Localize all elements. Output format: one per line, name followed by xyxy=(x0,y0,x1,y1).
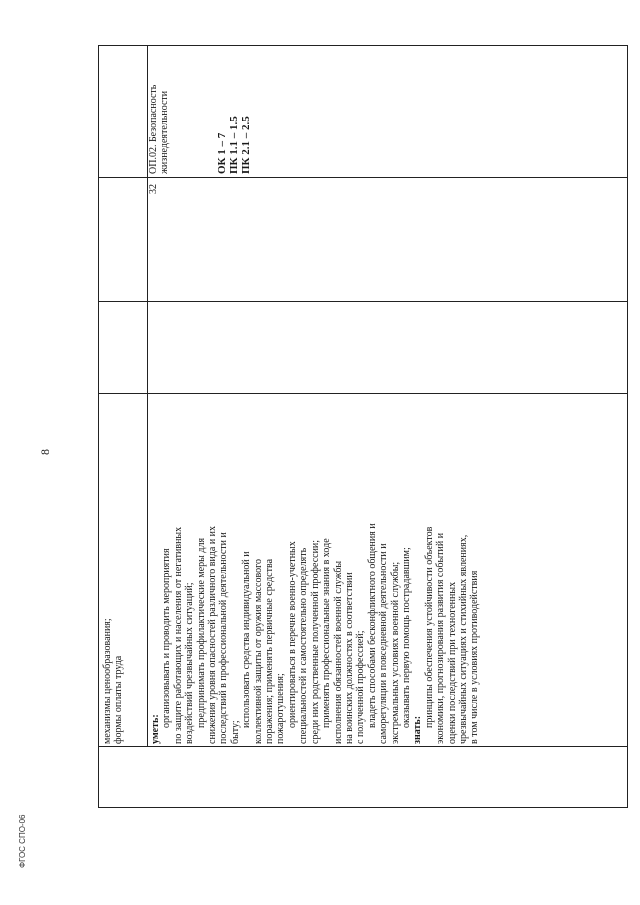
curriculum-table xyxy=(98,45,628,808)
hours-cell: 32 xyxy=(148,184,159,194)
skill-line: исполнения обязанностей военной службы xyxy=(332,560,344,744)
skill-line: владеть способами бесконфликтного общения и xyxy=(366,523,378,728)
competency-code: ПК 1.1 – 1.5 xyxy=(228,116,240,174)
skill-line: коллективной защиты от оружия массового xyxy=(252,559,264,744)
skill-line: экстремальных условиях военной службы; xyxy=(389,561,401,744)
skill-line: ориентироваться в перечне военно-учетных xyxy=(286,541,298,728)
discipline-cell: ОП.02. Безопасность жизнедеятельности xyxy=(148,84,171,174)
skill-line: снижения уровня опасностей различного вида и их xyxy=(207,525,219,744)
knowledge-line: чрезвычайных ситуациях и стихийных явлениях, xyxy=(457,534,469,744)
skill-line: быту; xyxy=(229,720,241,744)
skill-line: пожаротушения; xyxy=(275,673,287,744)
competency-code: ОК 1 – 7 xyxy=(216,132,228,174)
column-divider xyxy=(98,746,628,747)
skill-line: среди них родственные полученной профессии; xyxy=(309,539,321,744)
skill-line: на воинских должностях в соответствии xyxy=(343,572,355,744)
knowledge-heading: знать: xyxy=(412,715,424,744)
knowledge-list xyxy=(424,399,481,744)
prev-description-line: формы оплаты труда xyxy=(113,655,125,744)
footer-code: ФГОС СПО-06 xyxy=(18,814,27,868)
skill-line: предпринимать профилактические меры для xyxy=(195,537,207,728)
skill-line: поражения; применять первичные средства xyxy=(264,558,276,744)
knowledge-line: экономики, прогнозирования развития событий и xyxy=(435,532,447,744)
competencies-cell xyxy=(216,47,266,174)
knowledge-line: оценки последствий при техногенных xyxy=(446,581,458,744)
skill-line: организовывать и проводить мероприятия xyxy=(161,548,173,728)
max-hours-cell xyxy=(150,305,626,391)
skills-heading: уметь: xyxy=(150,714,161,744)
skill-line: с полученной профессией; xyxy=(355,630,367,744)
skill-line: оказывать первую помощь пострадавшим; xyxy=(400,547,412,728)
column-divider xyxy=(98,177,628,178)
column-divider xyxy=(98,393,628,394)
prev-row-description xyxy=(102,399,146,744)
skill-line: использовать средства индивидуальной и xyxy=(241,551,253,728)
skills-list xyxy=(161,399,412,744)
skill-line: применять профессиональные знания в ходе xyxy=(321,538,333,728)
column-divider xyxy=(98,301,628,302)
skill-line: саморегуляции в повседневной деятельности и xyxy=(378,543,390,744)
skill-line: специальностей и самостоятельно определять xyxy=(298,547,310,744)
skill-line: воздействий чрезвычайных ситуаций; xyxy=(184,582,196,744)
main-row-description xyxy=(150,399,626,744)
knowledge-line: принципы обеспечения устойчивости объектов xyxy=(423,526,435,728)
competency-code: ПК 2.1 – 2.5 xyxy=(240,116,252,174)
skill-line: по защите работающих и населения от негативных xyxy=(172,526,184,744)
page-number: 8 xyxy=(38,449,52,455)
knowledge-line: в том числе в условиях противодействия xyxy=(469,570,481,744)
prev-description-line: механизмы ценообразования; xyxy=(102,618,113,744)
skill-line: последствий в профессиональной деятельности и xyxy=(218,532,230,744)
